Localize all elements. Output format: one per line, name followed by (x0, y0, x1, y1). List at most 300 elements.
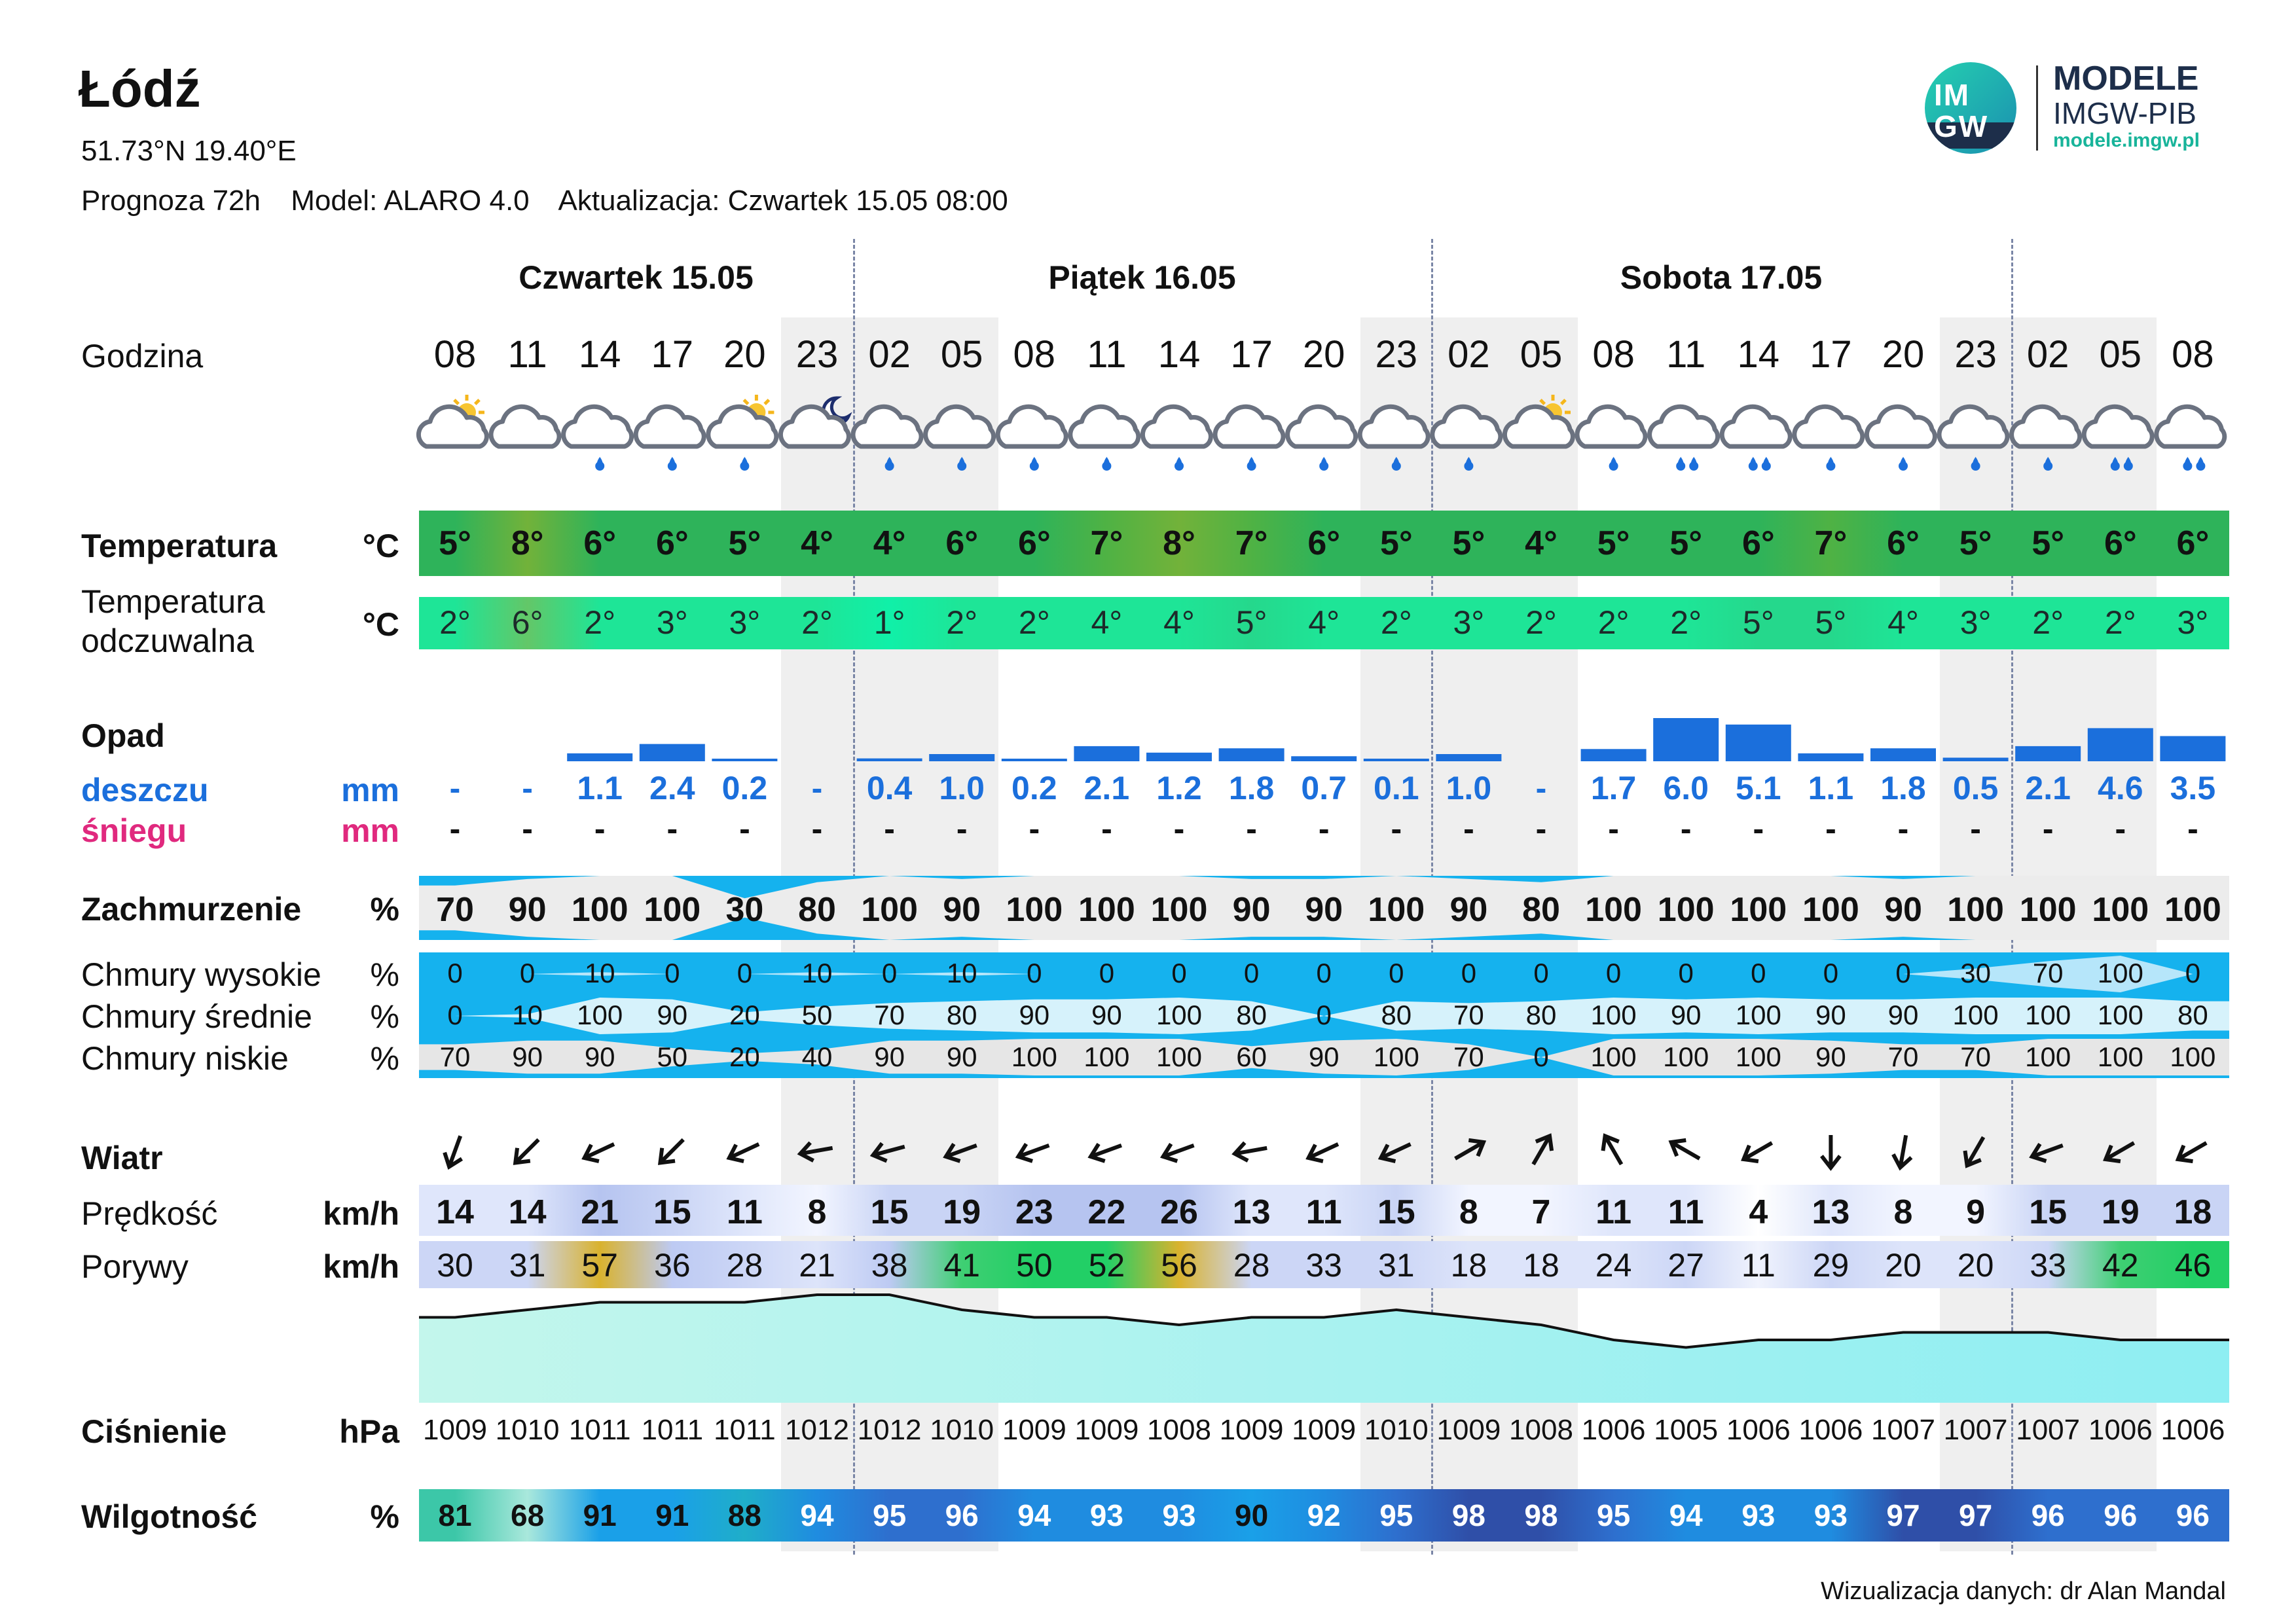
wind-arrow-icon (1597, 1131, 1629, 1168)
feels-like-value: 3° (1959, 604, 1992, 641)
pressure-value: 1006 (2088, 1414, 2153, 1446)
pressure-value: 1007 (1871, 1414, 1935, 1446)
row-label-pressure: Ciśnienie (81, 1413, 227, 1450)
snow-value: - (594, 810, 606, 847)
temperature-value: 4° (873, 524, 906, 562)
pressure-value: 1007 (2016, 1414, 2081, 1446)
cloud-rain-icon (1795, 406, 1863, 471)
rain-value: 1.1 (577, 770, 623, 806)
pressure-area (419, 1295, 2229, 1403)
wind-gust-value: 33 (1305, 1247, 1342, 1284)
cloud-high-value: 0 (1461, 958, 1477, 988)
cloud-rain-icon (564, 406, 632, 471)
wind-arrow-icon (1821, 1135, 1840, 1168)
humidity-value: 91 (583, 1498, 617, 1532)
cloud-mid-value: 80 (1525, 1000, 1557, 1030)
rain-bar (1943, 758, 2009, 762)
feels-like-value: 2° (1380, 604, 1412, 641)
cloud-rain-icon (853, 406, 921, 471)
feels-like-value: 2° (1018, 604, 1050, 641)
cloud-mid-value: 90 (1815, 1000, 1846, 1030)
cloud-low-value: 90 (1308, 1041, 1339, 1072)
rain-bar (1146, 753, 1212, 761)
cloud-rain-icon (636, 406, 704, 471)
day-label: Piątek 16.05 (1048, 259, 1236, 296)
feels-like-value: 6° (511, 604, 543, 641)
humidity-value: 94 (1669, 1498, 1703, 1532)
temperature-value: 5° (1669, 524, 1703, 562)
rain-value: - (449, 770, 461, 806)
wind-arrow-icon (1087, 1137, 1125, 1165)
cloud-total-value: 100 (2092, 891, 2149, 929)
feels-like-value: 3° (729, 604, 761, 641)
snow-value: - (956, 810, 968, 847)
temperature-value: 6° (1887, 524, 1920, 562)
cloud-high-value: 0 (2185, 958, 2201, 988)
rain-bar (2160, 736, 2225, 762)
humidity-value: 88 (727, 1498, 761, 1532)
cloud-low-value: 70 (439, 1041, 471, 1072)
cloud-rain-icon (1288, 406, 1356, 471)
wind-arrow-icon (1015, 1137, 1053, 1165)
cloud-low-value: 100 (2097, 1041, 2143, 1072)
cloud-low-value: 60 (1236, 1041, 1267, 1072)
wind-gust-value: 20 (1957, 1247, 1994, 1284)
cloud-total-value: 70 (436, 891, 474, 929)
unit-gust: km/h (323, 1248, 399, 1285)
logo-url[interactable]: modele.imgw.pl (2053, 130, 2200, 151)
unit-cloud-high: % (370, 956, 399, 993)
wind-gust-value: 24 (1595, 1247, 1632, 1284)
pressure-value: 1009 (1219, 1414, 1284, 1446)
pressure-value: 1005 (1654, 1414, 1719, 1446)
hour-label: 11 (1087, 333, 1127, 376)
cloud-heavy-rain-icon (1650, 406, 1718, 471)
wind-gust-value: 33 (2030, 1247, 2066, 1284)
cloud-total-value: 100 (1730, 891, 1787, 929)
cloud-low-value: 90 (1815, 1041, 1846, 1072)
cloud-mid-value: 100 (2097, 1000, 2143, 1030)
wind-speed-value: 23 (1015, 1193, 1053, 1231)
temperature-value: 6° (1017, 524, 1051, 562)
pressure-value: 1010 (1364, 1414, 1429, 1446)
unit-feels: °C (362, 606, 399, 643)
cloud-total-value: 100 (1585, 891, 1642, 929)
cloud-low-value: 100 (1590, 1041, 1637, 1072)
cloud-high-value: 0 (881, 958, 898, 988)
wind-gust-value: 38 (871, 1247, 908, 1284)
hour-label: 23 (1954, 333, 1997, 376)
cloud-high-value: 0 (1316, 958, 1332, 988)
wind-arrow-icon (2029, 1137, 2066, 1165)
hour-label: 02 (1448, 333, 1490, 376)
humidity-value: 94 (800, 1498, 834, 1532)
temperature-value: 7° (1814, 524, 1848, 562)
humidity-value: 93 (1162, 1498, 1196, 1532)
feels-like-value: 2° (2032, 604, 2064, 641)
cloud-low-value: 100 (1156, 1041, 1203, 1072)
cloud-mid-value: 90 (657, 1000, 688, 1030)
hour-label: 08 (1592, 333, 1635, 376)
pressure-value: 1011 (714, 1414, 776, 1446)
feels-like-value: 3° (656, 604, 688, 641)
feels-like-value: 3° (1453, 604, 1485, 641)
cloud-total-value: 100 (1078, 891, 1135, 929)
row-label-humidity: Wilgotność (81, 1498, 257, 1535)
cloud-high-value: 0 (1243, 958, 1260, 988)
feels-like-value: 4° (1887, 604, 1919, 641)
humidity-value: 96 (2104, 1498, 2138, 1532)
forecast-range: Prognoza 72h (81, 185, 261, 217)
wind-arrow-icon (2101, 1135, 2138, 1167)
cloud-low-value: 90 (512, 1041, 543, 1072)
cloud-mid-value: 80 (2178, 1000, 2208, 1030)
rain-value: - (522, 770, 533, 806)
hour-label: 14 (578, 333, 621, 376)
temperature-value: 8° (1163, 524, 1195, 562)
rain-bar (1798, 753, 1863, 761)
cloud-mid-value: 100 (1735, 1000, 1781, 1030)
feels-like-value: 4° (1091, 604, 1123, 641)
rain-value: 4.6 (2098, 770, 2143, 806)
wind-speed-value: 9 (1966, 1193, 1986, 1231)
unit-temperature: °C (362, 528, 399, 564)
cloud-low-value: 100 (1084, 1041, 1130, 1072)
cloud-mid-value: 100 (1952, 1000, 1999, 1030)
wind-gust-value: 11 (1741, 1247, 1776, 1284)
pressure-value: 1012 (785, 1414, 849, 1446)
forecast-update: Aktualizacja: Czwartek 15.05 08:00 (558, 185, 1008, 217)
row-label-feels-2: odczuwalna (81, 623, 255, 659)
feels-like-value: 2° (801, 604, 833, 641)
wind-gust-value: 27 (1667, 1247, 1704, 1284)
forecast-model: Model: ALARO 4.0 (291, 185, 530, 217)
snow-value: - (1029, 810, 1040, 847)
wind-gust-value: 20 (1885, 1247, 1922, 1284)
hour-label: 05 (2099, 333, 2142, 376)
cloud-total-value: 90 (943, 891, 981, 929)
cloud-mid-value: 100 (577, 1000, 623, 1030)
temperature-value: 6° (1741, 524, 1775, 562)
wind-speed-value: 11 (1305, 1193, 1342, 1231)
rain-value: 2.1 (1084, 770, 1130, 806)
cloud-mid-value: 100 (2025, 1000, 2071, 1030)
snow-value: - (1391, 810, 1402, 847)
wind-gust-value: 28 (1233, 1247, 1270, 1284)
row-label-precip: Opad (81, 717, 165, 754)
cloud-high-value: 0 (1533, 958, 1549, 988)
cloud-moon-icon (780, 398, 848, 446)
row-label-hour: Godzina (81, 338, 204, 374)
snow-value: - (1535, 810, 1547, 847)
temperature-value: 6° (945, 524, 979, 562)
rain-value: 1.8 (1880, 770, 1926, 806)
cloud-high-value: 0 (1389, 958, 1404, 988)
rain-value: 1.8 (1228, 770, 1275, 806)
rain-bar (1364, 759, 1429, 761)
hour-label: 08 (1013, 333, 1056, 376)
unit-humidity: % (370, 1498, 399, 1535)
hour-label: 20 (723, 333, 766, 376)
cloud-total-value: 100 (644, 891, 701, 929)
cloud-high-value: 70 (2032, 958, 2064, 988)
unit-snow: mm (341, 812, 399, 849)
rain-value: 5.1 (1736, 770, 1781, 806)
cloud-total-value: 90 (1305, 891, 1343, 929)
pressure-value: 1006 (1726, 1414, 1791, 1446)
feels-like-value: 5° (1235, 604, 1267, 641)
row-label-snow: śniegu (81, 812, 187, 849)
cloud-total-value: 100 (1802, 891, 1859, 929)
cloud-heavy-rain-icon (2157, 406, 2225, 471)
rain-value: 0.2 (721, 770, 768, 806)
temperature-value: 5° (1597, 524, 1630, 562)
cloud-total-value: 100 (2019, 891, 2077, 929)
cloud-mid-value: 80 (946, 1000, 977, 1030)
pressure-value: 1011 (641, 1414, 704, 1446)
wind-speed-value: 15 (2029, 1193, 2068, 1231)
row-label-cloud-low: Chmury niskie (81, 1040, 289, 1077)
wind-arrow-icon (1305, 1136, 1342, 1166)
rain-value: 1.0 (939, 770, 985, 806)
cloud-mid-value: 70 (1453, 1000, 1484, 1030)
humidity-value: 90 (1235, 1498, 1269, 1532)
cloud-low-value: 0 (1533, 1041, 1549, 1072)
coordinates: 51.73°N 19.40°E (81, 135, 297, 167)
wind-arrow-icon (1739, 1135, 1776, 1167)
cloud-low-value: 50 (657, 1041, 688, 1072)
snow-value: - (1970, 810, 1981, 847)
row-label-speed: Prędkość (81, 1195, 218, 1232)
cloud-low-value: 100 (1735, 1041, 1781, 1072)
wind-gust-value: 52 (1088, 1247, 1125, 1284)
pressure-value: 1007 (1943, 1414, 2008, 1446)
cloud-mid-value: 50 (801, 1000, 833, 1030)
snow-value: - (449, 810, 461, 847)
cloud-rain-icon (1867, 406, 1935, 471)
row-label-cloud-mid: Chmury średnie (81, 998, 312, 1035)
wind-arrow-icon (725, 1136, 763, 1166)
wind-arrow-icon (871, 1138, 907, 1164)
cloud-rain-icon (926, 406, 994, 471)
cloud-mid-value: 100 (1156, 1000, 1203, 1030)
feels-like-value: 2° (2104, 604, 2136, 641)
wind-speed-value: 26 (1160, 1193, 1198, 1231)
cloud-low-value: 100 (1663, 1041, 1709, 1072)
hour-label: 02 (868, 333, 911, 376)
rain-bar (712, 759, 777, 761)
cloud-total-value: 100 (1006, 891, 1063, 929)
rain-bar (1870, 748, 1936, 761)
humidity-value: 98 (1524, 1498, 1558, 1532)
rain-bar (567, 753, 632, 761)
hour-label: 08 (2172, 333, 2214, 376)
hour-label: 11 (507, 333, 547, 376)
temperature-value: 5° (2032, 524, 2065, 562)
logo-title: MODELE (2053, 60, 2199, 98)
wind-gust-value: 57 (581, 1247, 618, 1284)
wind-gust-value: 50 (1015, 1247, 1053, 1284)
cloud-high-value: 0 (1751, 958, 1766, 988)
cloud-rain-icon (2012, 406, 2080, 471)
wind-arrow-icon (1891, 1134, 1915, 1169)
feels-like-value: 4° (1308, 604, 1340, 641)
cloud-low-value: 100 (2170, 1041, 2216, 1072)
rain-bar (640, 744, 705, 761)
feels-like-value: 2° (1597, 604, 1630, 641)
wind-speed-value: 18 (2174, 1193, 2212, 1231)
cloud-high-value: 0 (1027, 958, 1042, 988)
humidity-value: 92 (1307, 1498, 1341, 1532)
wind-speed-value: 8 (1893, 1193, 1913, 1231)
snow-value: - (884, 810, 895, 847)
hour-label: 14 (1737, 333, 1780, 376)
feels-like-value: 2° (1670, 604, 1702, 641)
hour-label: 17 (651, 333, 694, 376)
row-label-temperature: Temperatura (81, 528, 278, 564)
temperature-value: 6° (655, 524, 689, 562)
wind-speed-value: 14 (436, 1193, 474, 1231)
wind-speed-value: 15 (870, 1193, 909, 1231)
cloud-low-value: 70 (1453, 1041, 1484, 1072)
temperature-value: 5° (1959, 524, 1992, 562)
cloud-total-value: 100 (861, 891, 918, 929)
wind-arrow-icon (1377, 1136, 1414, 1166)
partly-cloudy-sun-icon (1504, 395, 1573, 446)
pressure-value: 1006 (2160, 1414, 2225, 1446)
snow-value: - (1680, 810, 1692, 847)
snow-value: - (1246, 810, 1257, 847)
wind-gust-value: 18 (1523, 1247, 1559, 1284)
cloud-total-value: 100 (1368, 891, 1425, 929)
wind-gust-value: 30 (437, 1247, 473, 1284)
cloud-high-value: 30 (1960, 958, 1991, 988)
wind-arrow-icon (441, 1133, 469, 1170)
pressure-value: 1009 (1436, 1414, 1501, 1446)
cloud-total-value: 80 (798, 891, 836, 929)
hour-label: 20 (1302, 333, 1345, 376)
humidity-value: 97 (1959, 1498, 1993, 1532)
rain-bar (929, 754, 994, 761)
row-label-feels: Temperatura (81, 583, 265, 620)
rain-value: 1.0 (1446, 770, 1492, 806)
wind-speed-value: 11 (1667, 1193, 1704, 1231)
hour-label: 20 (1882, 333, 1925, 376)
wind-gust-value: 46 (2174, 1247, 2212, 1284)
pressure-value: 1006 (1581, 1414, 1646, 1446)
unit-cloud-mid: % (370, 998, 399, 1035)
rain-bar (2015, 746, 2081, 761)
cloud-high-value: 0 (737, 958, 753, 988)
pressure-value: 1010 (930, 1414, 994, 1446)
rain-bar (1726, 725, 1791, 761)
pressure-value: 1009 (1074, 1414, 1139, 1446)
wind-gust-value: 41 (943, 1247, 980, 1284)
humidity-value: 93 (1813, 1498, 1848, 1532)
cloud-high-value: 0 (1823, 958, 1839, 988)
temperature-value: 7° (1090, 524, 1123, 562)
cloud-icon (491, 406, 559, 446)
cloud-high-value: 0 (665, 958, 680, 988)
hour-label: 17 (1230, 333, 1273, 376)
temperature-value: 4° (1525, 524, 1558, 562)
cloud-mid-value: 90 (1670, 1000, 1702, 1030)
cloud-high-value: 0 (1099, 958, 1115, 988)
wind-arrow-icon (1525, 1131, 1558, 1168)
sun-cloud-rain-icon (708, 395, 776, 471)
pressure-value: 1006 (1798, 1414, 1863, 1446)
wind-gust-value: 28 (726, 1247, 763, 1284)
wind-arrow-icon (509, 1133, 545, 1169)
wind-speed-value: 19 (2101, 1193, 2140, 1231)
cloud-rain-icon (998, 406, 1066, 471)
row-label-rain: deszczu (81, 772, 209, 808)
wind-speed-value: 4 (1749, 1193, 1768, 1231)
temperature-value: 6° (2176, 524, 2210, 562)
wind-speed-value: 11 (1595, 1193, 1632, 1231)
cloud-low-value: 90 (584, 1041, 615, 1072)
feels-like-value: 3° (2177, 604, 2209, 641)
day-label: Sobota 17.05 (1620, 259, 1823, 296)
temperature-value: 6° (2104, 524, 2137, 562)
cloud-mid-value: 90 (1091, 1000, 1122, 1030)
cloud-high-value: 10 (946, 958, 977, 988)
cloud-low-value: 100 (2025, 1041, 2071, 1072)
cloud-rain-icon (1070, 406, 1139, 471)
wind-arrow-icon (1667, 1134, 1704, 1166)
wind-arrow-icon (2174, 1135, 2211, 1167)
wind-gust-value: 29 (1812, 1247, 1850, 1284)
wind-speed-value: 7 (1531, 1193, 1551, 1231)
pressure-value: 1011 (568, 1414, 631, 1446)
rain-value: 0.5 (1952, 770, 1999, 806)
row-label-cloud: Zachmurzenie (81, 891, 302, 928)
pressure-value: 1012 (857, 1414, 922, 1446)
cloud-high-value: 100 (2097, 958, 2143, 988)
cloud-high-value: 0 (1605, 958, 1622, 988)
unit-speed: km/h (323, 1195, 399, 1232)
rain-value: 1.7 (1590, 770, 1637, 806)
feels-like-value: 5° (1742, 604, 1774, 641)
wind-gust-value: 56 (1161, 1247, 1197, 1284)
hour-label: 23 (795, 333, 839, 376)
wind-arrow-icon (1959, 1132, 1991, 1170)
rain-value: - (1535, 770, 1547, 806)
cloud-low-value: 40 (801, 1041, 833, 1072)
snow-value: - (1318, 810, 1330, 847)
humidity-value: 95 (1379, 1498, 1413, 1532)
wind-speed-value: 8 (1459, 1193, 1478, 1231)
temperature-value: 5° (1452, 524, 1485, 562)
cloud-heavy-rain-icon (1722, 406, 1790, 471)
wind-gust-value: 31 (509, 1247, 546, 1284)
humidity-value: 95 (873, 1498, 907, 1532)
snow-value: - (1753, 810, 1764, 847)
cloud-total-value: 100 (1947, 891, 2004, 929)
humidity-value: 68 (511, 1498, 545, 1532)
wind-gust-value: 21 (799, 1247, 835, 1284)
temperature-value: 4° (801, 524, 833, 562)
unit-cloud-low: % (370, 1040, 399, 1077)
partly-cloudy-sun-icon (418, 395, 486, 446)
cloud-rain-icon (1215, 406, 1283, 471)
hour-label: 14 (1157, 333, 1201, 376)
wind-speed-value: 13 (1812, 1193, 1850, 1231)
pressure-value: 1009 (1292, 1414, 1357, 1446)
wind-gust-value: 36 (653, 1247, 691, 1284)
cloud-mid-value: 80 (1236, 1000, 1267, 1030)
wind-speed-value: 13 (1232, 1193, 1271, 1231)
